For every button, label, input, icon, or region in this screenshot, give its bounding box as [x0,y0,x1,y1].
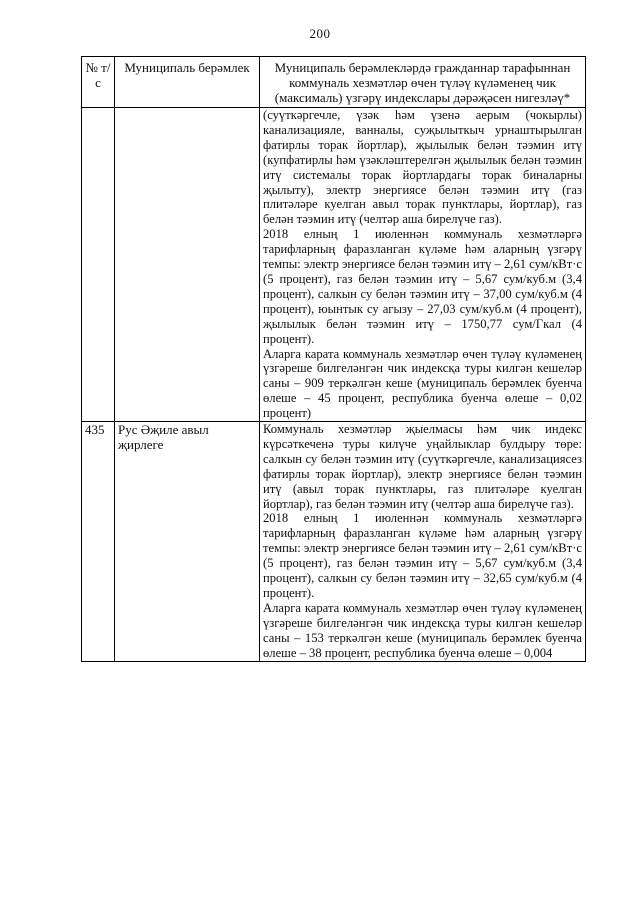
row-basis [260,108,586,422]
row-municipality [115,108,260,422]
basis-paragraph: 2018 елның 1 июленнән коммуналь хезмәтләргә тарифларның фаразланган күләме һәм аларның үзгәрү темпы: электр энергиясе белән тәэмин итү – 2,61 сум/кВт·с (5 процент), газ белән тәэмин итү – 5,67 сум/куб.м (3,4 процент), салкын су белән тәэмин итү – 37,00 сум/куб.м (4 процент), юынтык су агызу – 27,03 сум/куб.м (4 процент), җылылык белән тәэмин итү – 1750,77 сум/Гкал (4 процент). [263,227,582,346]
table-header-row [82,57,586,108]
basis-paragraph: Аларга карата коммуналь хезмәтләр өчен түләү күләменең үзгәреше билгеләнгән чик индексқа туры килгән кешеләр саны – 153 теркәлгән кеше (муниципаль берәмлек буенча өлеше – 38 процент, республика буенча өлеше – 0,004 [263,600,582,660]
basis-paragraph: Аларга карата коммуналь хезмәтләр өчен түләү күләменең үзгәреше билгеләнгән чик индексқа туры килгән кешеләр саны – 909 теркәлгән кеше (муниципаль берәмлек буенча өлеше – 45 процент, республика буенча өлеше – 0,02 процент) [263,346,582,421]
row-municipality: Рус Әҗиле авыл җирлеге [115,422,260,662]
row-number [82,108,115,422]
table-row [82,108,586,422]
indices-table [81,56,586,662]
page-number: 200 [309,26,331,41]
row-basis [260,422,586,662]
table-row [82,422,586,662]
row-number: 435 [82,422,115,662]
header-municipality: Муниципаль берәмлек [115,57,260,108]
basis-paragraph: (суүткәргечле, үзәк һәм үзенә аерым (чокырлы) канализацияле, ванналы, суҗылыткыч урнаштырылган фатирлы торак йортлар), җылылык белән тәэмин итү (купфатирлы һәм үзәкләштерелгән җылылык белән тәэмин итү системалы торак йортлардагы торак биналарны җылыту), электр энергиясе белән тәэмин итү (газ плитәләре куелган авыл торак пунктлары, йортлар), газ белән тәэмин итү (челтәр аша бирелүче газ). [263,108,582,227]
basis-paragraph: Коммуналь хезмәтләр җыелмасы һәм чик индекс күрсәткеченә туры килүче уңайлыклар булдыру төре: салкын су белән тәэмин итү (суүткәргечле, канализациясез фатирлы торак йортлар), электр энергиясе белән тәэмин итү (авыл торак пунктлары, газ плитәләре куелган йортлар), газ белән тәэмин итү (челтәр аша бирелүче газ). [263,422,582,511]
header-index-basis: Муниципаль берәмлекләрдә гражданнар тарафыннан коммуналь хезмәтләр өчен түләү күләменең чик (максималь) үзгәрү индекслары дәрәҗәсен нигезләү* [260,57,586,108]
basis-paragraph: 2018 елның 1 июленнән коммуналь хезмәтләргә тарифларның фаразланган күләме һәм аларның үзгәрү темпы: электр энергиясе белән тәэмин итү – 2,61 сум/кВт·с (5 процент), газ белән тәэмин итү – 5,67 сум/куб.м (3,4 процент), салкын су белән тәэмин итү – 32,65 сум/куб.м (4 процент). [263,511,582,600]
header-number: № т/с [82,57,115,108]
